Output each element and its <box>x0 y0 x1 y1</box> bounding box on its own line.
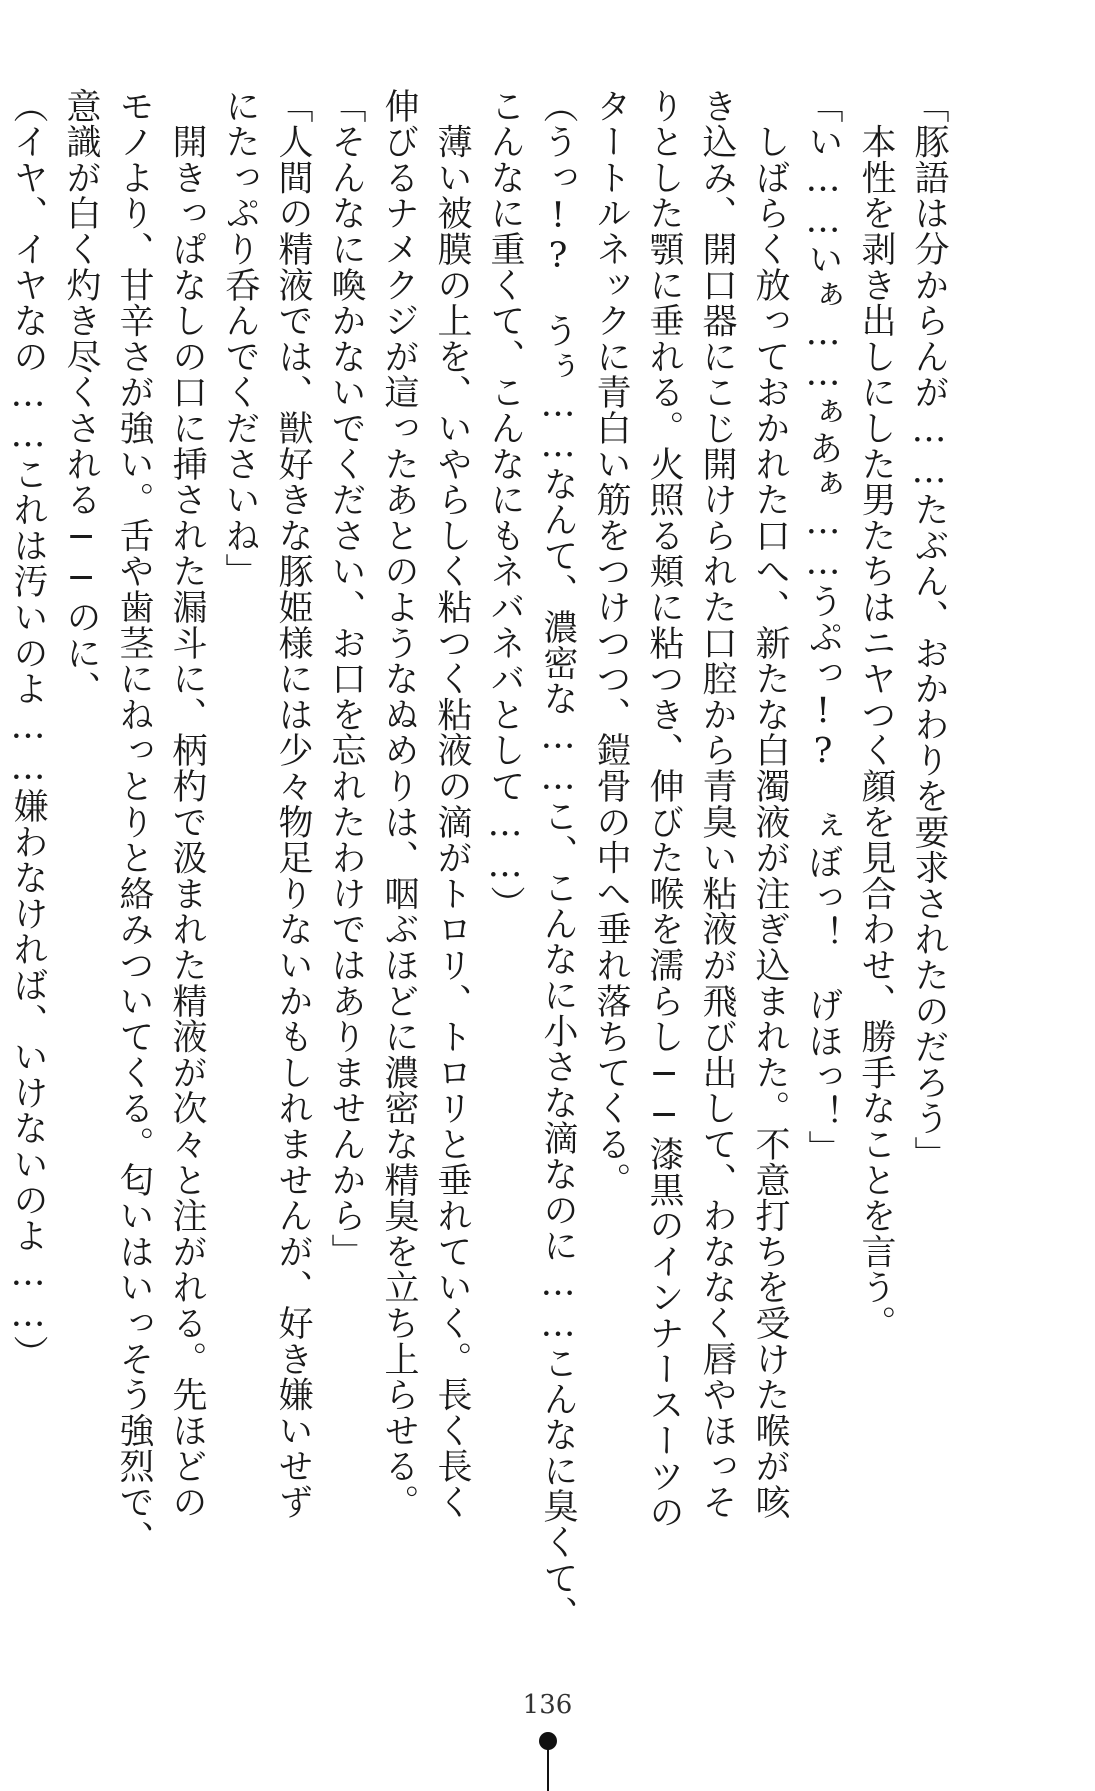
text-line-11: 伸びるナメクジが這ったあとのようなぬめりは、咽ぶほどに濃密な精臭を立ち上らせる。 <box>379 88 419 1520</box>
text-line-10: 薄い被膜の上を、いやらしく粘つく粘液の滴がトロリ、トロリと垂れていく。長く長く <box>432 88 472 1520</box>
text-line-16: モノより、甘辛さが強い。舌や歯茎にねっとりと絡みついてくる。匂いはいっそう強烈で、 <box>114 88 154 1556</box>
text-line-18: （イヤ、イヤなの……これは汚いのよ……嫌わなければ、いけないのよ……） <box>8 88 48 1371</box>
text-line-9: こんなに重くて、こんなにもネバネバとして……） <box>485 88 525 922</box>
text-line-14: にたっぷり呑んでくださいね」 <box>220 88 260 590</box>
body-text <box>8 88 955 1633</box>
text-line-2: 本性を剥き出しにした男たちはニヤつく顔を見合わせ、勝手なことを言う。 <box>856 88 896 1341</box>
text-line-17: 意識が白く灼き尽くされる──のに、 <box>61 88 101 707</box>
text-line-5: き込み、開口器にこじ開けられた口腔から青臭い粘液が飛び出して、わななく唇やほっそ <box>697 88 737 1520</box>
footer-ornament <box>539 1732 557 1791</box>
page-number: 136 <box>522 1690 573 1720</box>
text-line-6: りとした顎に垂れる。火照る頬に粘つき、伸びた喉を濡らし──漆黒のインナースーツの <box>644 88 684 1530</box>
footer-stem-line <box>547 1748 549 1791</box>
text-line-13: 「人間の精液では、獣好きな豚姫様には少々物足りないかもしれませんが、好き嫌いせず <box>273 88 313 1520</box>
text-line-8: （うっ!? うぅ……なんて、濃密な……こ、こんなに小さな滴なのに……こんなに臭くて、 <box>538 88 578 1632</box>
text-line-12: 「そんなに喚かないでください、お口を忘れたわけではありませんから」 <box>326 88 366 1270</box>
text-line-4: しばらく放っておかれた口へ、新たな白濁液が注ぎ込まれた。不意打ちを受けた喉が咳 <box>750 88 790 1520</box>
text-line-15: 開きっぱなしの口に挿された漏斗に、柄杓で汲まれた精液が次々と注がれる。先ほどの <box>167 88 207 1520</box>
text-line-7: タートルネックに青白い筋をつけつつ、鎧骨の中へ垂れ落ちてくる。 <box>591 88 631 1198</box>
text-line-1: 「豚語は分からんが……たぶん、おかわりを要求されたのだろう」 <box>909 88 949 1172</box>
text-line-3: 「い……いぁ……ぁあぁ……うぷっ!? ぇぼっ！ げほっ！」 <box>803 88 843 1167</box>
